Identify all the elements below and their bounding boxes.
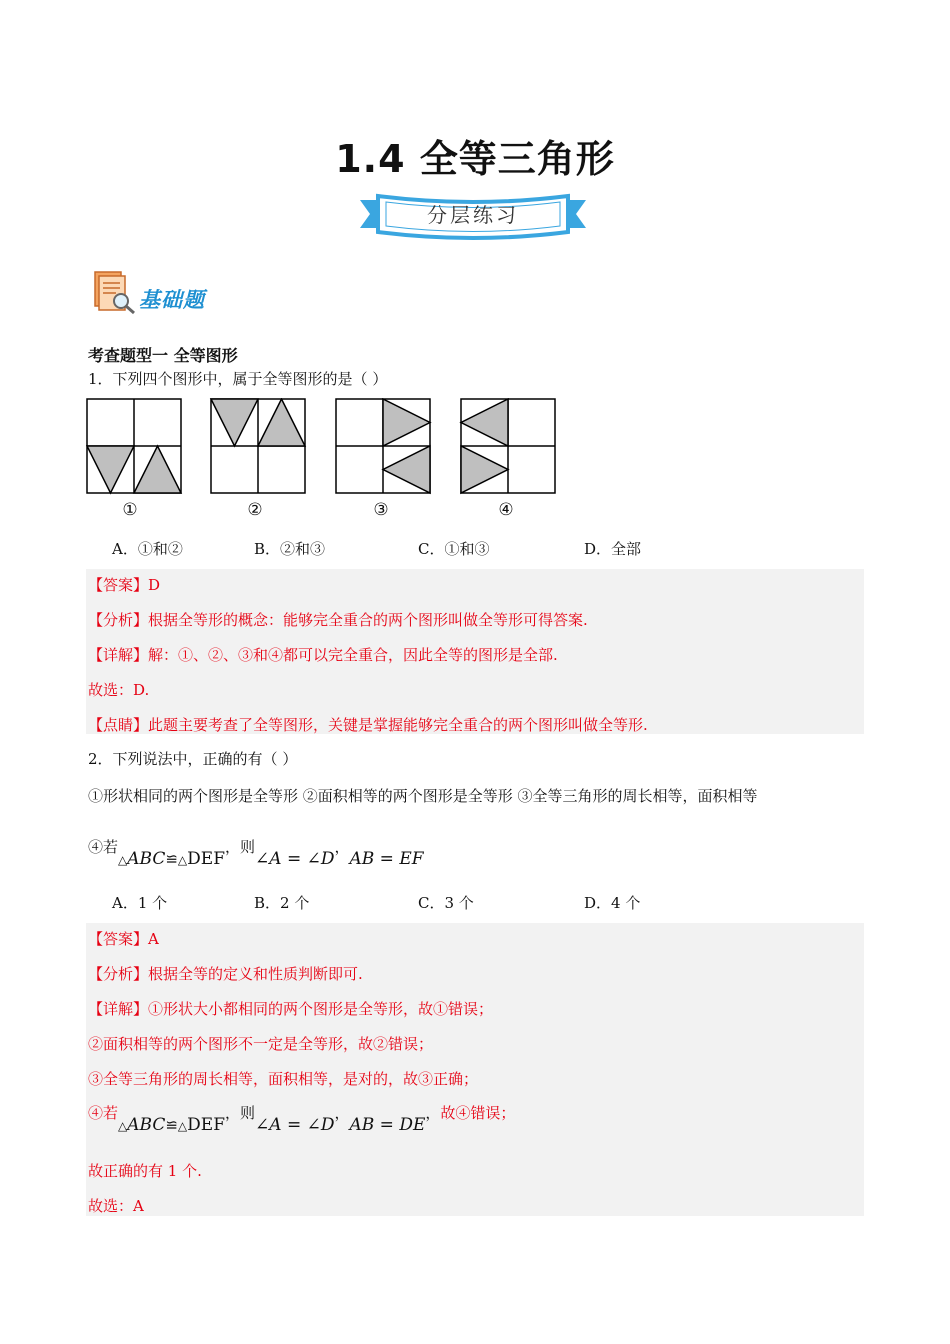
q2-s4-then: 则 xyxy=(240,838,256,856)
q1-stem: 1．下列四个图形中，属于全等图形的是（ ） xyxy=(88,370,388,388)
q2-d4-abc: ABC xyxy=(127,1115,166,1135)
section-badge: 基础题 xyxy=(139,287,205,312)
q2-option-a: A．1 个 xyxy=(112,894,168,912)
q2-s4-abc: ABC xyxy=(127,849,166,869)
q2-d4-then: 则 xyxy=(240,1104,256,1122)
q2-d4-angle: ∠A = ∠D xyxy=(255,1115,335,1135)
q2-d4-prefix: ④若 xyxy=(88,1104,119,1122)
figure-2 xyxy=(211,399,305,493)
q2-s4-cong: ≌ xyxy=(165,850,178,868)
q2-s4-def: DEF xyxy=(187,849,225,869)
q1-analysis: 【分析】根据全等形的概念：能够完全重合的两个图形叫做全等形可得答案. xyxy=(88,611,588,629)
triangle-icon: △ xyxy=(177,853,188,867)
q1-figures xyxy=(86,398,558,496)
q1-option-c: C．①和③ xyxy=(418,540,490,558)
document-magnifier-icon xyxy=(92,270,140,316)
q2-option-c: C．3 个 xyxy=(418,894,474,912)
q2-choice: 故选：A xyxy=(88,1197,144,1215)
q2-s4-comma2: ， xyxy=(334,838,350,856)
figure-3 xyxy=(336,399,430,493)
q2-detail-3: ③全等三角形的周长相等，面积相等，是对的，故③正确； xyxy=(88,1070,479,1088)
figure-1 xyxy=(87,399,181,493)
figure-label-4: ④ xyxy=(498,500,514,520)
q2-d4-cong: ≌ xyxy=(165,1116,178,1134)
q2-s4-comma1: ， xyxy=(225,838,241,856)
section-heading: 考查题型一 全等图形 xyxy=(88,346,238,365)
q1-detail: 【详解】解：①、②、③和④都可以完全重合，因此全等的图形是全部. xyxy=(88,646,558,664)
q2-s4-angle: ∠A = ∠D xyxy=(255,849,335,869)
q2-d4-comma3: ， xyxy=(425,1104,441,1122)
figure-4 xyxy=(461,399,555,493)
q2-answer: 【答案】A xyxy=(88,930,159,948)
q1-answer-box xyxy=(86,569,864,734)
q2-analysis: 【分析】根据全等的定义和性质判断即可. xyxy=(88,965,363,983)
figure-label-3: ③ xyxy=(373,500,389,520)
q2-detail-2: ②面积相等的两个图形不一定是全等形，故②错误； xyxy=(88,1035,434,1053)
q2-detail-1: 【详解】①形状大小都相同的两个图形是全等形，故①错误； xyxy=(88,1000,494,1018)
q2-answer-box xyxy=(86,923,864,1216)
q2-s4-prefix: ④若 xyxy=(88,838,119,856)
q2-d4-suffix: 故④错误； xyxy=(440,1104,516,1122)
q2-d4-comma2: ， xyxy=(334,1104,350,1122)
q2-statement-4 xyxy=(88,836,424,869)
q2-d4-eq: AB = DE xyxy=(349,1115,426,1135)
q1-comment: 【点睛】此题主要考查了全等图形，关键是掌握能够完全重合的两个图形叫做全等形. xyxy=(88,716,648,734)
q2-conclusion: 故正确的有 1 个. xyxy=(88,1162,202,1180)
q2-d4-def: DEF xyxy=(187,1115,225,1135)
triangle-icon: △ xyxy=(118,853,128,867)
q2-option-b: B．2 个 xyxy=(254,894,310,912)
q1-option-a: A．①和② xyxy=(112,540,183,558)
ribbon-label: 分层练习 xyxy=(427,203,519,227)
q2-stem: 2．下列说法中，正确的有（ ） xyxy=(88,750,298,768)
q1-answer: 【答案】D xyxy=(88,576,161,594)
q2-d4-comma1: ， xyxy=(225,1104,241,1122)
triangle-icon: △ xyxy=(177,1119,188,1133)
q1-option-d: D．全部 xyxy=(584,540,642,558)
q1-options xyxy=(112,538,852,558)
figure-label-1: ① xyxy=(122,500,138,520)
page-title: 1.4 全等三角形 xyxy=(335,137,615,181)
q2-option-d: D．4 个 xyxy=(584,894,641,912)
q2-s4-eq: AB = EF xyxy=(349,849,424,869)
q2-statements: ①形状相同的两个图形是全等形 ②面积相等的两个图形是全等形 ③全等三角形的周长相等，面积相等 xyxy=(88,787,758,805)
q1-option-b: B．②和③ xyxy=(254,540,326,558)
q2-detail-4 xyxy=(88,1102,516,1135)
triangle-icon: △ xyxy=(118,1119,128,1133)
q2-options xyxy=(112,892,852,912)
figure-label-2: ② xyxy=(247,500,263,520)
q1-choice: 故选：D. xyxy=(88,681,150,699)
